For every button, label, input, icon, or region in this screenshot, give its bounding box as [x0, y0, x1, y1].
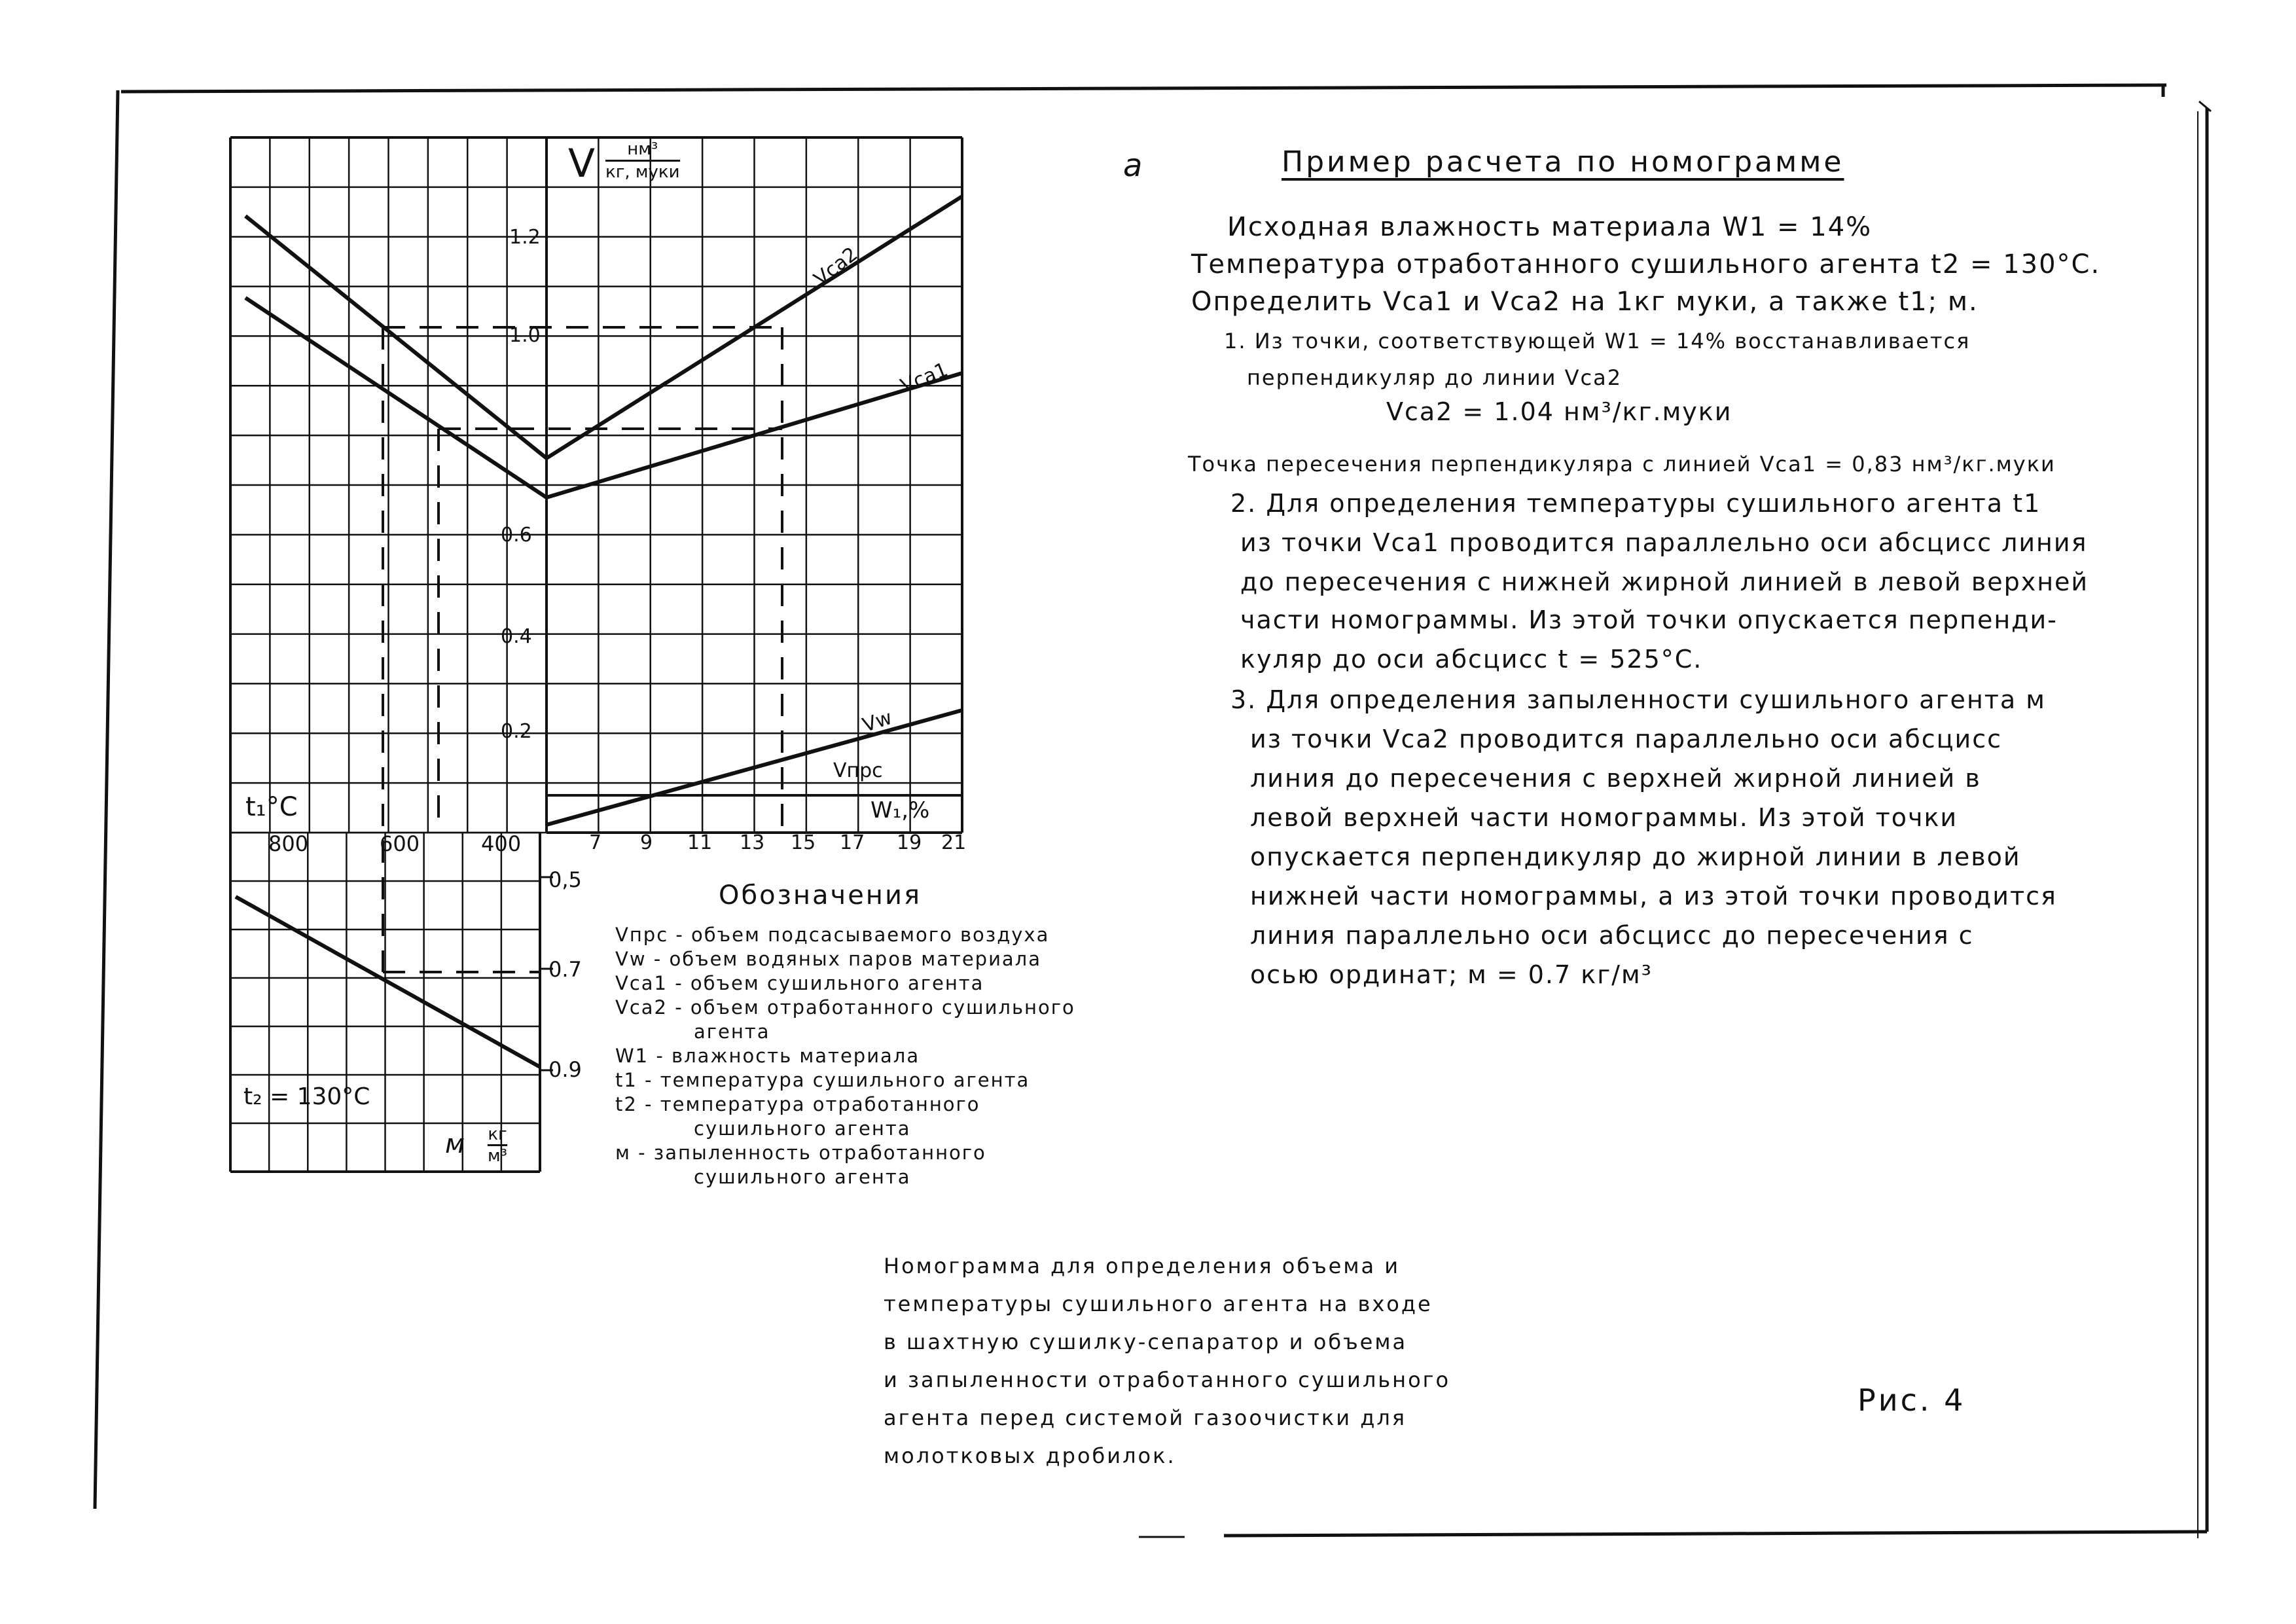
v-axis-unit — [605, 139, 680, 183]
legend-item: м - запыленность отработанного — [615, 1142, 986, 1164]
t1-tick-400: 400 — [481, 831, 522, 856]
mu-tick-0-9: 0.9 — [548, 1057, 582, 1082]
legend-item: Vw - объем водяных паров материала — [615, 948, 1041, 970]
mu-unit-den: м³ — [488, 1146, 508, 1166]
v-tick-0-4: 0.4 — [501, 625, 532, 648]
vprs-line-label: Vпрс — [833, 759, 883, 782]
example-line: линия до пересечения с верхней жирной линией в — [1250, 764, 1981, 793]
figure-caption — [884, 1247, 1450, 1475]
caption-line: температуры сушильного агента на входе — [884, 1291, 1433, 1316]
caption-line: в шахтную сушилку-сепаратор и объема — [884, 1329, 1408, 1354]
example-line: Определить Vca1 и Vca2 на 1кг муки, а также t1; м. — [1191, 287, 1979, 317]
t1-tick-600: 600 — [380, 831, 420, 856]
vw-line-label: Vw — [859, 706, 895, 738]
w-tick-19: 19 — [897, 831, 922, 854]
v-axis-label — [568, 141, 595, 187]
v-symbol: V — [568, 141, 596, 187]
w-tick-15: 15 — [791, 831, 816, 854]
v-unit-den: кг, муки — [605, 162, 680, 182]
w-tick-7: 7 — [589, 831, 602, 854]
example-line: Исходная влажность материала W1 = 14% — [1227, 212, 1873, 242]
w-tick-11: 11 — [687, 831, 713, 854]
mu-tick-0-7: 0.7 — [548, 957, 582, 982]
example-line: части номограммы. Из этой точки опускается перпенди- — [1240, 605, 2058, 634]
example-line: из точки Vca2 проводится параллельно оси абсцисс — [1250, 725, 2002, 753]
legend-item: сушильного агента — [694, 1117, 911, 1140]
w-tick-9: 9 — [640, 831, 653, 854]
mu-axis-unit — [488, 1125, 507, 1166]
v-unit-num: нм³ — [605, 139, 680, 162]
v-tick-0-2: 0.2 — [501, 720, 532, 743]
legend-item: t2 - температура отработанного — [615, 1093, 980, 1115]
v-tick-1-0: 1.0 — [509, 324, 541, 347]
example-line: левой верхней части номограммы. Из этой точки — [1250, 803, 1958, 832]
caption-line: молотковых дробилок. — [884, 1443, 1176, 1468]
panel-letter: a — [1123, 147, 1143, 184]
example-line: Точка пересечения перпендикуляра с линией Vca1 = 0,83 нм³/кг.муки — [1188, 452, 2056, 477]
example-line: Температура отработанного сушильного агента t2 = 130°C. — [1191, 249, 2101, 280]
example-line: линия параллельно оси абсцисс до пересечения с — [1250, 921, 1974, 950]
legend-item: W1 - влажность материала — [615, 1045, 920, 1067]
legend — [615, 923, 1075, 1189]
example-line: из точки Vca1 проводится параллельно оси абсцисс линия — [1240, 528, 2088, 557]
example-title: Пример расчета по номограмме — [1282, 145, 1844, 179]
w-tick-21: 21 — [941, 831, 967, 854]
example-line: перпендикуляр до линии Vca2 — [1247, 365, 1623, 390]
w-tick-13: 13 — [740, 831, 765, 854]
mu-symbol: м — [445, 1129, 465, 1159]
example-line: Vca2 = 1.04 нм³/кг.муки — [1386, 397, 1732, 426]
vca1-line-label: Vca1 — [897, 358, 952, 398]
caption-line: и запыленности отработанного сушильного — [884, 1367, 1451, 1392]
example-line: нижней части номограммы, а из этой точки проводится — [1250, 882, 2057, 911]
dashed-example — [383, 327, 782, 972]
v-tick-1-2: 1.2 — [509, 226, 541, 249]
example-line: осью ординат; м = 0.7 кг/м³ — [1250, 960, 1653, 989]
t1-tick-800: 800 — [268, 831, 309, 856]
example-line: 1. Из точки, соответствующей W1 = 14% восстанавливается — [1224, 329, 1971, 353]
example-line: 3. Для определения запыленности сушильного агента м — [1230, 685, 2046, 714]
example-line: до пересечения с нижней жирной линией в левой верхней — [1240, 568, 2089, 596]
caption-line: Номограмма для определения объема и — [884, 1254, 1401, 1278]
example-line: опускается перпендикуляр до жирной линии в левой — [1250, 842, 2021, 871]
caption-line: агента перед системой газоочистки для — [884, 1405, 1407, 1430]
t1-axis-label: t₁°C — [245, 792, 298, 822]
legend-item: Vca1 - объем сушильного агента — [615, 972, 984, 994]
vca2-left-line — [245, 216, 547, 458]
vca2-line-label: Vca2 — [810, 242, 863, 291]
mu-tick-0-5: 0,5 — [548, 867, 582, 892]
w-axis-label: W₁,% — [870, 797, 930, 823]
grid-bottom — [230, 833, 553, 1172]
w-tick-17: 17 — [840, 831, 865, 854]
v-tick-0-6: 0.6 — [501, 524, 532, 547]
t2-label: t₂ = 130°C — [243, 1083, 370, 1110]
legend-item: t1 - температура сушильного агента — [615, 1069, 1030, 1091]
example-line: куляр до оси абсцисс t = 525°C. — [1240, 645, 1703, 674]
legend-item: агента — [694, 1020, 770, 1043]
legend-title: Обозначения — [719, 880, 922, 911]
legend-item: сушильного агента — [694, 1166, 911, 1188]
mu-line — [236, 897, 540, 1067]
example-line: 2. Для определения температуры сушильного агента t1 — [1230, 489, 2041, 518]
legend-item: Vca2 - объем отработанного сушильного — [615, 996, 1075, 1019]
legend-item: Vпрс - объем подсасываемого воздуха — [615, 924, 1050, 946]
figure-label: Рис. 4 — [1857, 1382, 1966, 1418]
mu-unit-box — [445, 1129, 465, 1159]
mu-unit-num: кг — [488, 1125, 507, 1146]
